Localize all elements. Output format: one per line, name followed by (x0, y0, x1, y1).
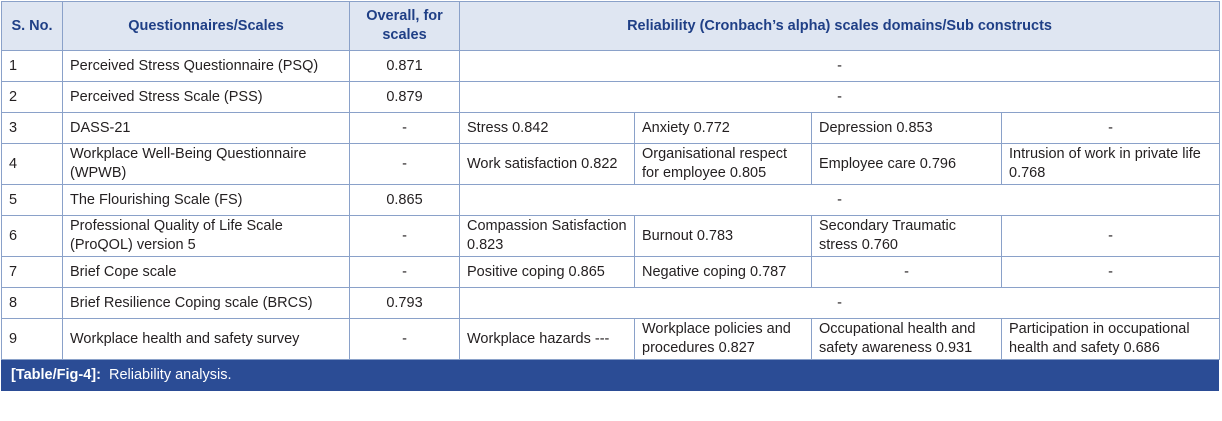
subconstruct-cell: Workplace policies and procedures 0.827 (635, 319, 812, 360)
table-row (2, 51, 1220, 82)
overall-value: 0.871 (350, 51, 460, 82)
row-number: 1 (2, 51, 63, 82)
overall-value: - (350, 144, 460, 185)
questionnaire-name: Workplace Well-Being Questionnaire (WPWB) (63, 144, 350, 185)
subconstruct-cell: Stress 0.842 (460, 113, 635, 144)
subconstruct-cell: Anxiety 0.772 (635, 113, 812, 144)
subconstruct-cell: Compassion Satisfaction 0.823 (460, 216, 635, 257)
overall-value: 0.865 (350, 185, 460, 216)
overall-value: 0.879 (350, 82, 460, 113)
header-reliability: Reliability (Cronbach’s alpha) scales domains/Sub constructs (460, 2, 1220, 51)
questionnaire-name: Professional Quality of Life Scale (ProQOL) version 5 (63, 216, 350, 257)
table-row (2, 288, 1220, 319)
subconstruct-cell: Occupational health and safety awareness 0.931 (812, 319, 1002, 360)
subconstruct-cell: Intrusion of work in private life 0.768 (1002, 144, 1220, 185)
table-row (2, 144, 1220, 185)
questionnaire-name: Brief Resilience Coping scale (BRCS) (63, 288, 350, 319)
row-number: 8 (2, 288, 63, 319)
subconstruct-cell: - (812, 257, 1002, 288)
table-row (2, 319, 1220, 360)
overall-value: - (350, 319, 460, 360)
questionnaire-name: Workplace health and safety survey (63, 319, 350, 360)
header-row (2, 2, 1220, 51)
overall-value: - (350, 113, 460, 144)
table-row (2, 185, 1220, 216)
subconstruct-cell: - (1002, 113, 1220, 144)
reliability-table (1, 1, 1220, 360)
header-overall: Overall, for scales (350, 2, 460, 51)
overall-value: 0.793 (350, 288, 460, 319)
row-number: 9 (2, 319, 63, 360)
row-number: 2 (2, 82, 63, 113)
table-caption (1, 360, 1219, 391)
subconstruct-cell: - (1002, 257, 1220, 288)
overall-value: - (350, 257, 460, 288)
header-questionnaire: Questionnaires/Scales (63, 2, 350, 51)
subconstruct-cell: Participation in occupational health and safety 0.686 (1002, 319, 1220, 360)
row-number: 5 (2, 185, 63, 216)
subconstruct-empty: - (460, 82, 1220, 113)
subconstruct-empty: - (460, 185, 1220, 216)
table-row (2, 216, 1220, 257)
table-row (2, 257, 1220, 288)
questionnaire-name: DASS-21 (63, 113, 350, 144)
caption-text: Reliability analysis. (109, 367, 232, 383)
table-row (2, 113, 1220, 144)
subconstruct-cell: Workplace hazards --- (460, 319, 635, 360)
questionnaire-name: Brief Cope scale (63, 257, 350, 288)
subconstruct-empty: - (460, 51, 1220, 82)
row-number: 7 (2, 257, 63, 288)
subconstruct-cell: Secondary Traumatic stress 0.760 (812, 216, 1002, 257)
questionnaire-name: Perceived Stress Scale (PSS) (63, 82, 350, 113)
subconstruct-cell: Burnout 0.783 (635, 216, 812, 257)
questionnaire-name: The Flourishing Scale (FS) (63, 185, 350, 216)
subconstruct-cell: Organisational respect for employee 0.805 (635, 144, 812, 185)
questionnaire-name: Perceived Stress Questionnaire (PSQ) (63, 51, 350, 82)
header-sno: S. No. (2, 2, 63, 51)
subconstruct-cell: Depression 0.853 (812, 113, 1002, 144)
table-figure (1, 1, 1219, 391)
overall-value: - (350, 216, 460, 257)
subconstruct-cell: Employee care 0.796 (812, 144, 1002, 185)
caption-reference: [Table/Fig-4]: (11, 367, 101, 383)
subconstruct-cell: Positive coping 0.865 (460, 257, 635, 288)
row-number: 4 (2, 144, 63, 185)
subconstruct-cell: Work satisfaction 0.822 (460, 144, 635, 185)
row-number: 6 (2, 216, 63, 257)
row-number: 3 (2, 113, 63, 144)
subconstruct-cell: Negative coping 0.787 (635, 257, 812, 288)
subconstruct-cell: - (1002, 216, 1220, 257)
table-row (2, 82, 1220, 113)
subconstruct-empty: - (460, 288, 1220, 319)
